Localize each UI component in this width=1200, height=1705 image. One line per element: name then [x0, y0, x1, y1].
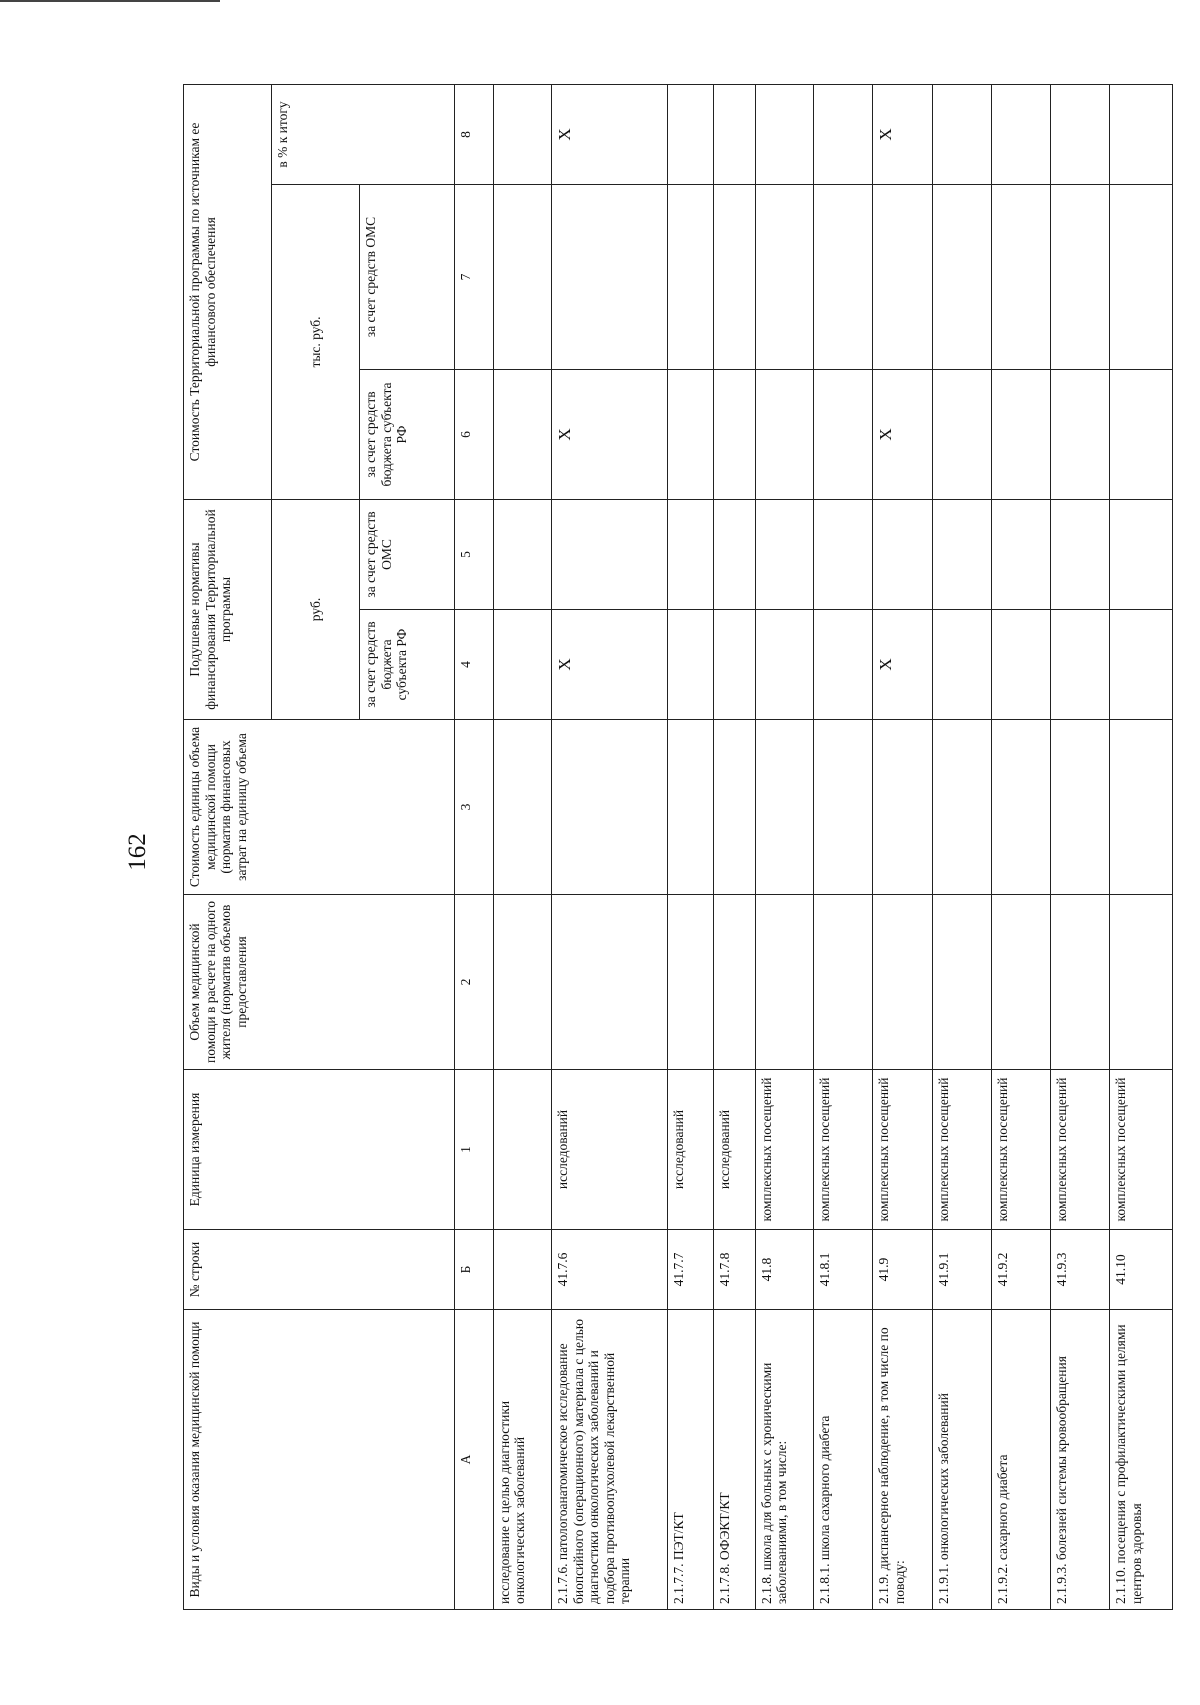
- row-col-2: [992, 895, 1051, 1070]
- row-col-4: [992, 610, 1051, 720]
- row-col-7: [493, 184, 552, 369]
- header-group-4-5: Подушевые нормативы финансирования Территориальной программы: [184, 499, 272, 719]
- table-row: [1050, 84, 1110, 1609]
- row-name: 2.1.9.1. онкологических заболеваний: [932, 1310, 992, 1610]
- row-col-6: [714, 369, 756, 499]
- row-col-3: [814, 720, 873, 895]
- row-col-6: [668, 369, 714, 499]
- row-col-5: [714, 499, 756, 609]
- index-cell: 6: [455, 369, 494, 499]
- index-cell: 1: [455, 1070, 494, 1230]
- index-row: [455, 84, 494, 1609]
- row-col-3: [552, 720, 668, 895]
- row-col-8: [1050, 84, 1110, 184]
- row-col-8: [493, 84, 552, 184]
- index-cell: 3: [455, 720, 494, 895]
- row-number: 41.9.3: [1050, 1230, 1110, 1310]
- row-col-5: [814, 499, 873, 609]
- row-col-4: X: [872, 610, 932, 720]
- row-col-2: [1050, 895, 1110, 1070]
- row-col-4: [932, 610, 992, 720]
- index-cell: 8: [455, 84, 494, 184]
- row-col-5: [992, 499, 1051, 609]
- header-group-6-8: Стоимость Территориальной программы по источникам ее финансового обеспечения: [184, 84, 272, 499]
- row-col-4: [755, 610, 814, 720]
- row-col-7: [668, 184, 714, 369]
- row-unit: комплексных посещений: [872, 1070, 932, 1230]
- row-col-5: [552, 499, 668, 609]
- row-col-2: [493, 895, 552, 1070]
- row-col-5: [668, 499, 714, 609]
- row-col-8: [714, 84, 756, 184]
- row-col-7: [1110, 184, 1173, 369]
- row-name: исследование с целью диагностики онкологических заболеваний: [493, 1310, 552, 1610]
- row-name: 2.1.7.8. ОФЭКТ/КТ: [714, 1310, 756, 1610]
- row-col-8: [814, 84, 873, 184]
- row-unit: исследований: [552, 1070, 668, 1230]
- row-col-2: [814, 895, 873, 1070]
- header-col-6: за счет средств бюджета субъекта РФ: [360, 369, 455, 499]
- row-col-2: [872, 895, 932, 1070]
- row-col-3: [872, 720, 932, 895]
- row-col-6: [814, 369, 873, 499]
- row-col-3: [1050, 720, 1110, 895]
- table-row: [755, 84, 814, 1609]
- row-number: 41.9.1: [932, 1230, 992, 1310]
- row-col-8: X: [872, 84, 932, 184]
- row-name: 2.1.7.6. патологоанатомическое исследование биопсийного (операционного) материала с целью диагностики онкологических заболеваний и подбора противоопухолевой лекарственной терапии: [552, 1310, 668, 1610]
- row-col-5: [1110, 499, 1173, 609]
- header-col-b: № строки: [184, 1230, 455, 1310]
- row-col-7: [814, 184, 873, 369]
- row-col-8: [755, 84, 814, 184]
- row-number: 41.7.6: [552, 1230, 668, 1310]
- row-col-7: [714, 184, 756, 369]
- row-col-8: [1110, 84, 1173, 184]
- row-col-4: [1110, 610, 1173, 720]
- row-name: 2.1.8.1. школа сахарного диабета: [814, 1310, 873, 1610]
- row-col-4: [814, 610, 873, 720]
- row-col-2: [1110, 895, 1173, 1070]
- page-number: 162: [124, 833, 151, 871]
- row-unit: [493, 1070, 552, 1230]
- header-col-2: Объем медицинской помощи в расчете на одного жителя (норматив объемов предоставления: [184, 895, 455, 1070]
- row-unit: исследований: [714, 1070, 756, 1230]
- scan-edge-line: [0, 0, 220, 2]
- row-col-7: [552, 184, 668, 369]
- row-number: [493, 1230, 552, 1310]
- row-number: 41.7.8: [714, 1230, 756, 1310]
- table-row: [493, 84, 552, 1609]
- row-col-6: [1110, 369, 1173, 499]
- row-col-5: [1050, 499, 1110, 609]
- row-name: 2.1.9.3. болезней системы кровообращения: [1050, 1310, 1110, 1610]
- row-col-6: [493, 369, 552, 499]
- index-cell: 5: [455, 499, 494, 609]
- index-cell: Б: [455, 1230, 494, 1310]
- table-row: [714, 84, 756, 1609]
- row-col-7: [755, 184, 814, 369]
- financing-table: [183, 84, 1173, 1610]
- row-col-4: X: [552, 610, 668, 720]
- row-col-8: [668, 84, 714, 184]
- row-col-6: [932, 369, 992, 499]
- table-row: [872, 84, 932, 1609]
- row-col-7: [932, 184, 992, 369]
- row-col-6: X: [872, 369, 932, 499]
- row-col-7: [992, 184, 1051, 369]
- row-col-5: [755, 499, 814, 609]
- row-number: 41.8: [755, 1230, 814, 1310]
- rotated-table-frame: [183, 85, 1173, 1610]
- row-col-2: [552, 895, 668, 1070]
- row-col-6: X: [552, 369, 668, 499]
- table-row: [1110, 84, 1173, 1609]
- header-unit-6-7: тыс. руб.: [272, 184, 360, 499]
- row-unit: комплексных посещений: [992, 1070, 1051, 1230]
- row-unit: комплексных посещений: [1050, 1070, 1110, 1230]
- row-number: 41.8.1: [814, 1230, 873, 1310]
- row-col-7: [1050, 184, 1110, 369]
- table-row: [932, 84, 992, 1609]
- index-cell: 7: [455, 184, 494, 369]
- table-row: [814, 84, 873, 1609]
- row-col-7: [872, 184, 932, 369]
- row-col-8: [992, 84, 1051, 184]
- row-unit: комплексных посещений: [755, 1070, 814, 1230]
- header-unit-4-5: руб.: [272, 499, 360, 719]
- table-row: [668, 84, 714, 1609]
- row-col-3: [1110, 720, 1173, 895]
- header-col-8: в % к итогу: [272, 84, 455, 184]
- row-unit: комплексных посещений: [1110, 1070, 1173, 1230]
- table-row: [992, 84, 1051, 1609]
- row-unit: комплексных посещений: [814, 1070, 873, 1230]
- row-number: 41.10: [1110, 1230, 1173, 1310]
- header-col-a: Виды и условия оказания медицинской помощи: [184, 1310, 455, 1610]
- row-col-5: [493, 499, 552, 609]
- row-unit: комплексных посещений: [932, 1070, 992, 1230]
- row-col-8: [932, 84, 992, 184]
- row-col-3: [493, 720, 552, 895]
- header-col-4: за счет средств бюджета субъекта РФ: [360, 610, 455, 720]
- header-col-7: за счет средств ОМС: [360, 184, 455, 369]
- row-col-6: [992, 369, 1051, 499]
- row-col-3: [668, 720, 714, 895]
- row-number: 41.9.2: [992, 1230, 1051, 1310]
- header-col-3: Стоимость единицы объема медицинской помощи (норматив финансовых затрат на единицу объема: [184, 720, 455, 895]
- row-number: 41.7.7: [668, 1230, 714, 1310]
- row-col-6: [1050, 369, 1110, 499]
- row-col-2: [755, 895, 814, 1070]
- header-col-1: Единица измерения: [184, 1070, 455, 1230]
- index-cell: А: [455, 1310, 494, 1610]
- table-row: [552, 84, 668, 1609]
- header-col-5: за счет средств ОМС: [360, 499, 455, 609]
- row-name: 2.1.8. школа для больных с хроническими заболеваниями, в том числе:: [755, 1310, 814, 1610]
- row-name: 2.1.7.7. ПЭТ/КТ: [668, 1310, 714, 1610]
- row-name: 2.1.9.2. сахарного диабета: [992, 1310, 1051, 1610]
- row-col-3: [755, 720, 814, 895]
- row-col-5: [872, 499, 932, 609]
- row-col-3: [992, 720, 1051, 895]
- row-col-2: [668, 895, 714, 1070]
- row-col-3: [932, 720, 992, 895]
- row-col-3: [714, 720, 756, 895]
- row-col-8: X: [552, 84, 668, 184]
- row-col-4: [714, 610, 756, 720]
- row-col-5: [932, 499, 992, 609]
- index-cell: 4: [455, 610, 494, 720]
- row-col-2: [932, 895, 992, 1070]
- row-name: 2.1.9. диспансерное наблюдение, в том числе по поводу:: [872, 1310, 932, 1610]
- row-col-2: [714, 895, 756, 1070]
- row-col-4: [493, 610, 552, 720]
- row-col-4: [1050, 610, 1110, 720]
- row-number: 41.9: [872, 1230, 932, 1310]
- row-unit: исследований: [668, 1070, 714, 1230]
- row-name: 2.1.10. посещения с профилактическими целями центров здоровья: [1110, 1310, 1173, 1610]
- index-cell: 2: [455, 895, 494, 1070]
- row-col-4: [668, 610, 714, 720]
- row-col-6: [755, 369, 814, 499]
